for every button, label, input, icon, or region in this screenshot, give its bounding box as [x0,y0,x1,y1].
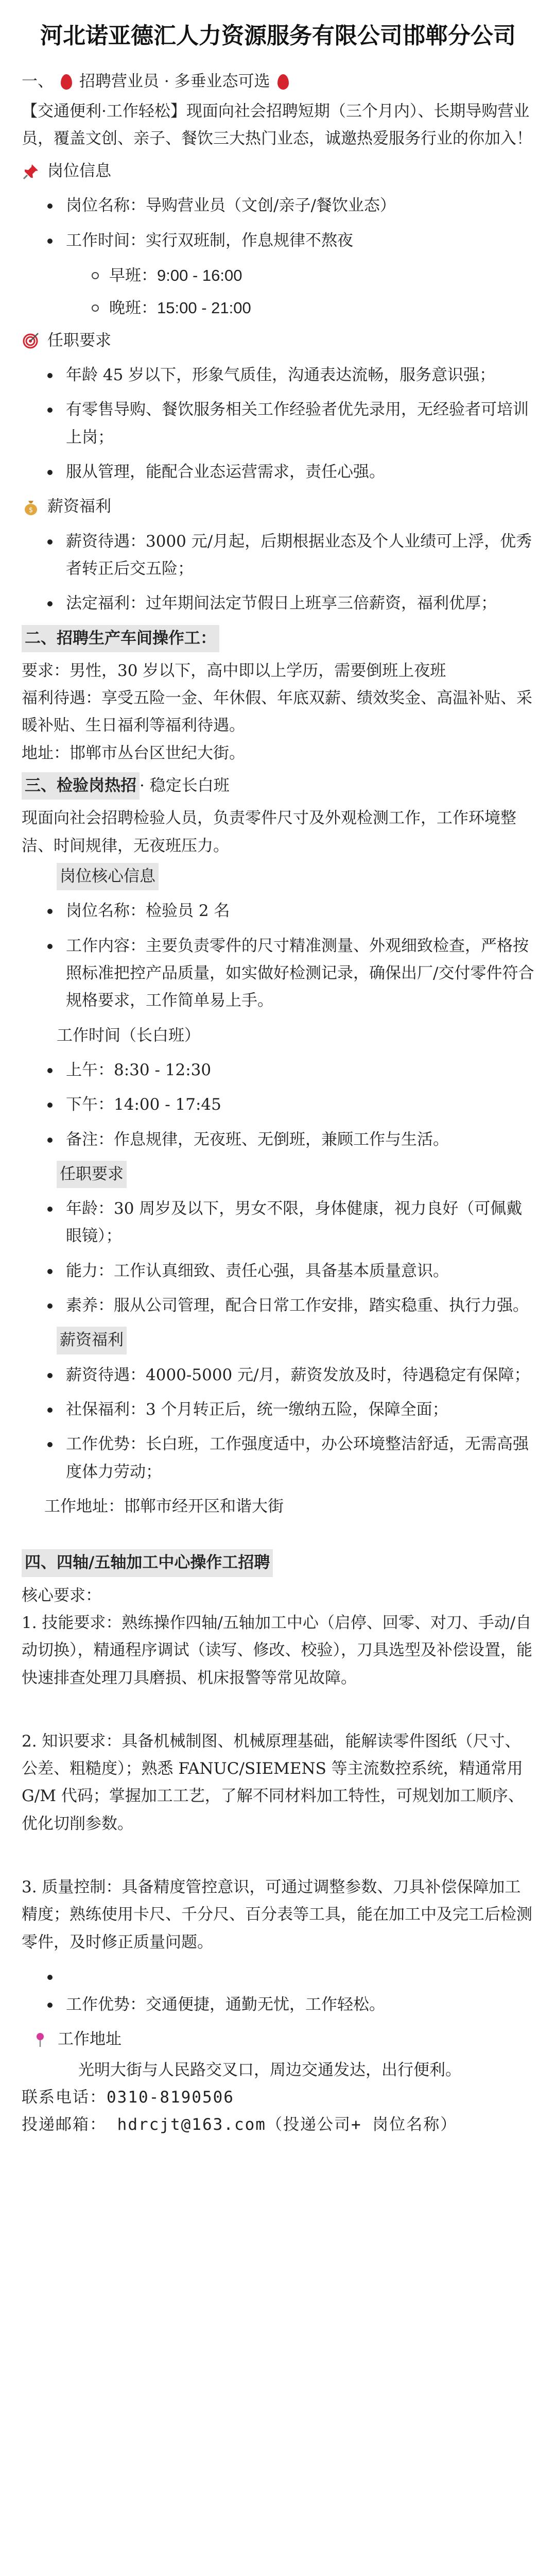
money-bag-icon [22,498,40,516]
s3-pay-heading: 薪资福利 [22,1327,534,1354]
list-item: 工作优势：长白班，工作强度适中，办公环境整洁舒适，无需高强度体力劳动； [47,1431,534,1486]
s3-requirements-heading: 任职要求 [22,1161,534,1188]
list-item: 年龄 45 岁以下，形象气质佳，沟通表达流畅，服务意识强； [47,362,534,389]
banner-prefix: 一、 [22,72,54,91]
list-item [47,1963,534,1984]
list-item: 素养：服从公司管理，配合日常工作安排，踏实稳重、执行力强。 [47,1292,534,1319]
work-time-heading: 工作时间（长白班） [57,1026,200,1045]
work-time-list [22,1057,534,1154]
banner-text: 招聘营业员 · 多垂业态可选 [79,72,270,91]
post-info-heading: 岗位信息 [22,158,534,185]
list-item: 早班：9:00 - 16:00 [92,262,534,289]
core-info-heading: 岗位核心信息 [22,863,534,890]
core-info-list [22,897,534,1014]
work-address-heading: 工作地址 [22,2026,534,2053]
section-3-heading: 三、检验岗热招 · 稳定长白班 [22,772,534,800]
list-item: 上午：8:30 - 12:30 [47,1057,534,1084]
list-item: 岗位名称：检验员 2 名 [47,897,534,925]
s4-bullets [22,1963,534,2019]
requirement-1: 1. 技能要求：熟练操作四轴/五轴加工中心（启停、回零、对刀、手动/自动切换），精通程序调试（读写、修改、校验），刀具选型及补偿设置，能快速排查处理刀具磨损、机床报警等常见故障。 [22,1613,532,1687]
intro-paragraph: 【交通便利·工作轻松】现面向社会招聘短期（三个月内）、长期导购营业员，覆盖文创、亲子、餐饮三大热门业态，诚邀热爱服务行业的你加入！ [22,101,532,148]
s3-requirements-list [22,1195,534,1319]
section-4-heading: 四、四轴/五轴加工中心操作工招聘 [22,1549,534,1577]
list-item: 薪资待遇：3000 元/月起，后期根据业态及个人业绩可上浮，优秀者转正后交五险； [47,528,534,583]
list-item: 工作内容：主要负责零件的尺寸精准测量、外观细致检查，严格按照标准把控产品质量，如实做好检测记录，确保出厂/交付零件符合规格要求，工作简单易上手。 [47,933,534,1015]
section-3-intro: 现面向社会招聘检验人员，负责零件尺寸及外观检测工作，工作环境整洁、时间规律，无夜班压力。 [22,809,516,855]
list-item: 岗位名称：导购营业员（文创/亲子/餐饮业态） [47,192,534,219]
svg-text:$: $ [28,506,33,514]
s3-address: 工作地址：邯郸市经开区和谐大街 [44,1497,284,1516]
requirement-2: 2. 知识要求：具备机械制图、机械原理基础，能解读零件图纸（尺寸、公差、粗糙度）；熟悉 FANUC/SIEMENS 等主流数控系统，精通常用 G/M 代码；掌握加工工艺，了解不同材料加工特性，可规划加工顺序、优化切削参数。 [22,1732,524,1833]
pay-heading: $ 薪资福利 [22,493,534,520]
section-2-address: 地址：邯郸市丛台区世纪大街。 [22,743,245,762]
section-2-heading: 二、招聘生产车间操作工： [22,625,534,652]
section-2-requirement: 要求：男性，30 岁以下，高中即以上学历，需要倒班上夜班 [22,661,446,680]
page-title: 河北诺亚德汇人力资源服务有限公司邯郸分公司 [40,23,516,49]
shift-list [22,262,534,322]
list-item: 备注：作息规律，无夜班、无倒班，兼顾工作与生活。 [47,1126,534,1154]
pushpin-icon [22,162,40,181]
list-item: 服从管理，能配合业态运营需求，责任心强。 [47,459,534,486]
list-item: 晚班：15:00 - 21:00 [92,294,534,321]
core-requirements-label: 核心要求： [22,1586,101,1605]
red-egg-icon [61,74,72,90]
requirements-list [22,362,534,486]
contact-email: 投递邮箱： hdrcjt@163.com（投递公司+ 岗位名称） [22,2115,458,2134]
banner [22,68,534,95]
list-item: 能力：工作认真细致、责任心强，具备基本质量意识。 [47,1258,534,1285]
pin-icon [32,2030,50,2049]
list-item: 年龄：30 周岁及以下，男女不限，身体健康，视力良好（可佩戴眼镜）； [47,1195,534,1250]
list-item: 下午：14:00 - 17:45 [47,1091,534,1118]
list-item: 有零售导购、餐饮服务相关工作经验者优先录用，无经验者可培训上岗； [47,396,534,451]
pay-list [22,528,534,618]
list-item: 工作优势：交通便捷，通勤无忧，工作轻松。 [47,1991,534,2019]
list-item: 工作时间：实行双班制，作息规律不熬夜 [47,227,534,255]
section-2-welfare: 福利待遇：享受五险一金、年休假、年底双薪、绩效奖金、高温补贴、采暖补贴、生日福利等福利待遇。 [22,689,532,735]
list-item: 薪资待遇：4000-5000 元/月，薪资发放及时，待遇稳定有保障； [47,1362,534,1389]
red-egg-icon [277,74,289,90]
post-info-list [22,192,534,255]
requirements-heading: 任职要求 [22,327,534,354]
target-icon [22,331,40,350]
work-address-text: 光明大街与人民路交叉口，周边交通发达，出行便利。 [78,2060,461,2079]
contact-phone: 联系电话：0310-8190506 [22,2088,234,2107]
requirement-3: 3. 质量控制：具备精度管控意识，可通过调整参数、刀具补偿保障加工精度；熟练使用卡尺、千分尺、百分表等工具，能在加工中及完工后检测零件，及时修正质量问题。 [22,1878,532,1952]
s3-pay-list [22,1362,534,1486]
list-item: 法定福利：过年期间法定节假日上班享三倍薪资，福利优厚； [47,590,534,617]
list-item: 社保福利：3 个月转正后，统一缴纳五险，保障全面； [47,1396,534,1423]
